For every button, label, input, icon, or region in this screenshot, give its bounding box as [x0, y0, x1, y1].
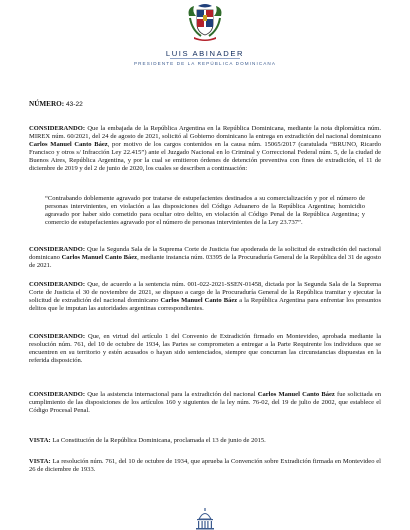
charges-quote: “Contrabando doblemente agravado por tratarse de estupefacientes destinados a su comercialización y por el número de personas intervinientes, en violación a las disposiciones del Código Aduanero de la República Argentina; homicidio agravado por haber sido cometido para ocultar otro delito, en violación al Código Penal de la República Argentina; y comercio de estupefacientes agravado por el número de personas intervinientes de la Ley 23.737”.	[45, 195, 365, 227]
paragraph-lead: VISTA:	[29, 458, 51, 465]
decree-number-value: 43-22	[65, 101, 83, 108]
vista-paragraph-2	[29, 458, 381, 474]
national-palace-icon	[194, 507, 216, 530]
considerando-paragraph-5	[29, 391, 381, 415]
decree-number-label: NÚMERO:	[29, 100, 65, 108]
person-name: Carlos Manuel Canto Báez	[257, 391, 335, 398]
paragraph-text: a la República Argentina para enfrentar los presuntos delitos que le imputan las autoridades argentinas correspondientes.	[29, 297, 381, 313]
paragraph-lead: VISTA:	[29, 437, 51, 444]
vista-paragraph-1	[29, 437, 381, 445]
paragraph-text: La resolución núm. 761, del 10 de octubre de 1934, que aprueba la Convención sobre Extradición firmada en Montevideo el 26 de diciembre de 1933.	[29, 458, 381, 474]
paragraph-text: , mediante instancia núm. 03395 de la Procuraduría General de la República del 31 de agosto de 2021.	[29, 254, 382, 270]
considerando-paragraph-2	[29, 246, 381, 270]
coat-of-arms-icon	[186, 2, 224, 42]
paragraph-text: Que la asistencia internacional para la extradición del nacional	[85, 391, 258, 398]
paragraph-lead: CONSIDERANDO:	[29, 125, 86, 132]
person-name: Carlos Manuel Canto Báez	[160, 297, 238, 305]
considerando-paragraph-1	[29, 125, 381, 174]
considerando-paragraph-3	[29, 281, 381, 313]
paragraph-text: , por motivo de los cargos contenidos en la causa núm. 15065/2017 (caratulada “BRUNO, Ricardo Francisco y otros s/ Infracción Ley 22.415”) ante el Juzgado Nacional en lo Criminal y Correccional Federal núm. 5, de la ciudad de Buenos Aires, República Argentina, y por la cual se emitieron órdenes de detención preventiva con fines de extradición, el 11 de diciembre de 2019 y del 2 de junio de 2020, los cuales se describen a continuación:	[29, 141, 381, 173]
paragraph-text: La Constitución de la República Dominicana, proclamada el 13 de junio de 2015.	[50, 437, 266, 444]
considerando-paragraph-4	[29, 333, 381, 365]
paragraph-lead: CONSIDERANDO:	[29, 246, 86, 253]
person-name: Carlos Manuel Canto Báez	[29, 141, 108, 149]
decree-number	[29, 100, 83, 108]
paragraph-lead: CONSIDERANDO:	[29, 281, 86, 288]
paragraph-text: Que la embajada de la República Argentina en la República Dominicana, mediante la nota diplomática núm. MIREX núm. 60/2021, del 24 de agosto de 2021, solicitó al Gobierno dominicano la entrega en extradición del nacional dominicano	[29, 125, 381, 141]
paragraph-lead: CONSIDERANDO:	[29, 391, 86, 398]
header-subtitle: PRESIDENTE DE LA REPÚBLICA DOMINICANA	[133, 61, 277, 66]
header-divider	[170, 58, 240, 59]
paragraph-text: Que, en virtud del artículo 1 del Convenio de Extradición firmado en Montevideo, aprobada mediante la resolución núm. 761, del 10 de octubre de 1934, las Partes se comprometen a entregar a la Parte Requirente los individuos que se encuentren en su territorio y estén acusados o hayan sido sentenciados, siempre que concurran las circunstancias dispuestas en la referida disposición.	[29, 333, 381, 365]
paragraph-text: Que, de acuerdo a la sentencia núm. 001-022-2021-SSEN-01458, dictada por la Segunda Sala de la Suprema Corte de Justicia el 30 de noviembre de 2021, se dispuso a cargo de la Procuraduría General de la República tramitar y ejecutar la solicitud de extradición del nacional dominicano	[29, 281, 381, 305]
paragraph-lead: CONSIDERANDO:	[29, 333, 86, 340]
header-name: LUIS ABINADER	[165, 49, 245, 58]
person-name: Carlos Manuel Canto Báez	[61, 254, 138, 262]
paragraph-text: fue solicitada en cumplimiento de las disposiciones de los artículos 160 y siguientes de la ley núm. 76-02, del 19 de julio de 2002, que establece el Código Procesal Penal.	[29, 391, 381, 415]
paragraph-text: Que la Segunda Sala de la Suprema Corte de Justicia fue apoderada de la solicitud de extradición del nacional dominicano	[29, 246, 381, 262]
